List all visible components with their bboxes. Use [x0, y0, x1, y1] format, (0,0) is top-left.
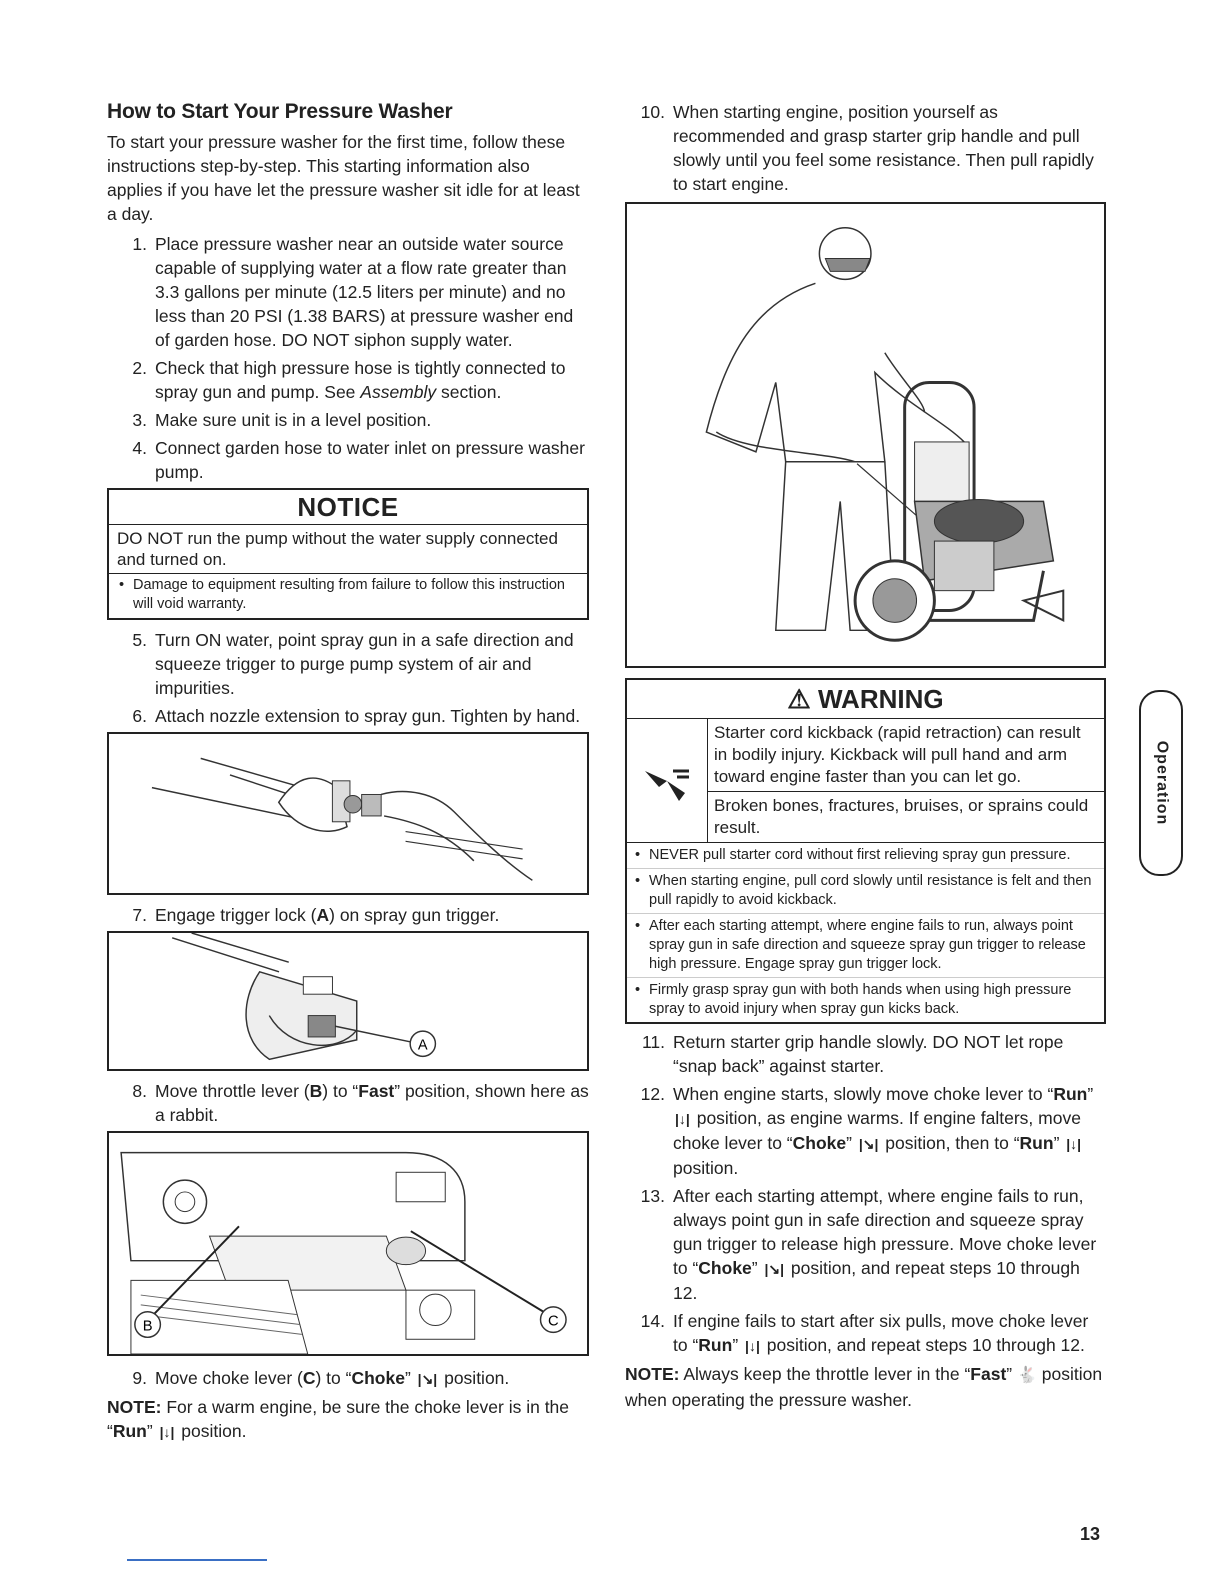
- steps-list-a: [107, 232, 589, 484]
- choke-symbol-icon: |↘|: [764, 1261, 785, 1277]
- warning-bullet: • After each starting attempt, where engine fails to run, always point spray gun in safe direction and squeeze spray gun trigger to release high pressure. Engage spray gun trigger lock.: [627, 914, 1104, 978]
- list-item: 6. Attach nozzle extension to spray gun. Tighten by hand.: [132, 706, 581, 726]
- list-item: 12. When engine starts, slowly move choke lever to “Run” |↓| position, as engine warms. If engine falters, move choke lever to “Choke” |↘| position, then to “Run” |↓| position.: [640, 1084, 1094, 1178]
- warning-text-1: Starter cord kickback (rapid retraction) can result in bodily injury. Kickback will pull hand and arm toward engine faster than you can let go.: [714, 723, 1081, 786]
- warning-box: [625, 678, 1106, 1024]
- run-symbol-icon: |↓|: [675, 1111, 690, 1127]
- left-column: [107, 100, 589, 1444]
- notice-text: DO NOT run the pump without the water supply connected and turned on.: [109, 525, 587, 574]
- list-item: 11. Return starter grip handle slowly. DO NOT let rope “snap back” against starter.: [641, 1032, 1064, 1076]
- choke-symbol-icon: |↘|: [417, 1371, 438, 1387]
- list-item: 13. After each starting attempt, where engine fails to run, always point gun in safe direction and squeeze spray gun trigger to release high pressure. Move choke lever to “Choke” |↘| position, and repeat steps 10 through 12.: [640, 1186, 1097, 1303]
- kickback-hazard-icon: [627, 719, 708, 842]
- list-item: 1. Place pressure washer near an outside water source capable of supplying water at a flow rate greater than 3.3 gallons per minute (12.5 liters per minute) and no less than 20 PSI (1.38 BARS) at pressure washer end of garden hose. DO NOT siphon supply water.: [132, 234, 574, 350]
- steps-list-c: [625, 1030, 1106, 1358]
- notice-title: NOTICE: [109, 490, 587, 525]
- side-tab-operation: Operation: [1139, 690, 1183, 876]
- note-left: NOTE: For a warm engine, be sure the choke lever is in the “Run” |↓| position.: [107, 1395, 589, 1444]
- callout-a: A: [417, 1037, 428, 1054]
- callout-c: C: [547, 1313, 559, 1330]
- nozzle-extension-illustration: [107, 732, 589, 895]
- run-symbol-icon: |↓|: [745, 1338, 760, 1354]
- choke-symbol-icon: |↘|: [858, 1136, 879, 1152]
- notice-box: [107, 488, 589, 620]
- warning-text-2: Broken bones, fractures, bruises, or sprains could result.: [708, 791, 1104, 842]
- list-item: 5. Turn ON water, point spray gun in a safe direction and squeeze trigger to purge pump system of air and impurities.: [132, 630, 574, 698]
- section-heading: How to Start Your Pressure Washer: [107, 100, 453, 123]
- trigger-lock-illustration: [107, 931, 589, 1071]
- starting-engine-illustration: [625, 202, 1106, 668]
- run-symbol-icon: |↓|: [159, 1424, 175, 1440]
- note-right: NOTE: Always keep the throttle lever in the “Fast” 🐇 position when operating the pressure washer.: [625, 1364, 1103, 1410]
- notice-bullet: • Damage to equipment resulting from failure to follow this instruction will void warranty.: [109, 574, 587, 618]
- step-10: 10. When starting engine, position yourself as recommended and grasp starter grip handle and pull slowly until you feel some resistance. Then pull rapidly to start engine.: [640, 102, 1094, 194]
- page-number: 13: [1080, 1524, 1101, 1544]
- step-7: 7. Engage trigger lock (A) on spray gun trigger.: [132, 905, 500, 925]
- warning-triangle-icon: ⚠: [787, 684, 811, 714]
- warning-bullet: • When starting engine, pull cord slowly until resistance is felt and then pull rapidly to avoid kickback.: [627, 869, 1104, 914]
- run-symbol-icon: |↓|: [1066, 1136, 1082, 1152]
- warning-title: ⚠ WARNING: [627, 680, 1104, 719]
- list-item: 4. Connect garden hose to water inlet on pressure washer pump.: [132, 438, 585, 482]
- step-9: 9. Move choke lever (C) to “Choke” |↘| position.: [107, 1366, 589, 1391]
- steps-list-b: [107, 628, 589, 728]
- intro-paragraph: To start your pressure washer for the first time, follow these instructions step-by-step. This starting information also applies if you have let the pressure washer sit idle for at least a day.: [107, 132, 580, 224]
- step-8: 8. Move throttle lever (B) to “Fast” position, shown here as a rabbit.: [132, 1081, 589, 1125]
- list-item: 2. Check that high pressure hose is tightly connected to spray gun and pump. See Assembly section.: [132, 358, 566, 402]
- rabbit-icon: 🐇: [1016, 1367, 1037, 1384]
- callout-b: B: [142, 1318, 153, 1335]
- footer-rule: [127, 1559, 267, 1561]
- throttle-choke-illustration: [107, 1131, 589, 1356]
- warning-bullet: • NEVER pull starter cord without first relieving spray gun pressure.: [627, 843, 1104, 869]
- list-item: 14. If engine fails to start after six pulls, move choke lever to “Run” |↓| position, and repeat steps 10 through 12.: [625, 1309, 1106, 1358]
- right-column: [625, 100, 1106, 1412]
- warning-bullet: • Firmly grasp spray gun with both hands when using high pressure spray to avoid injury when spray gun kicks back.: [627, 978, 1104, 1022]
- list-item: 3. Make sure unit is in a level position.: [132, 410, 432, 430]
